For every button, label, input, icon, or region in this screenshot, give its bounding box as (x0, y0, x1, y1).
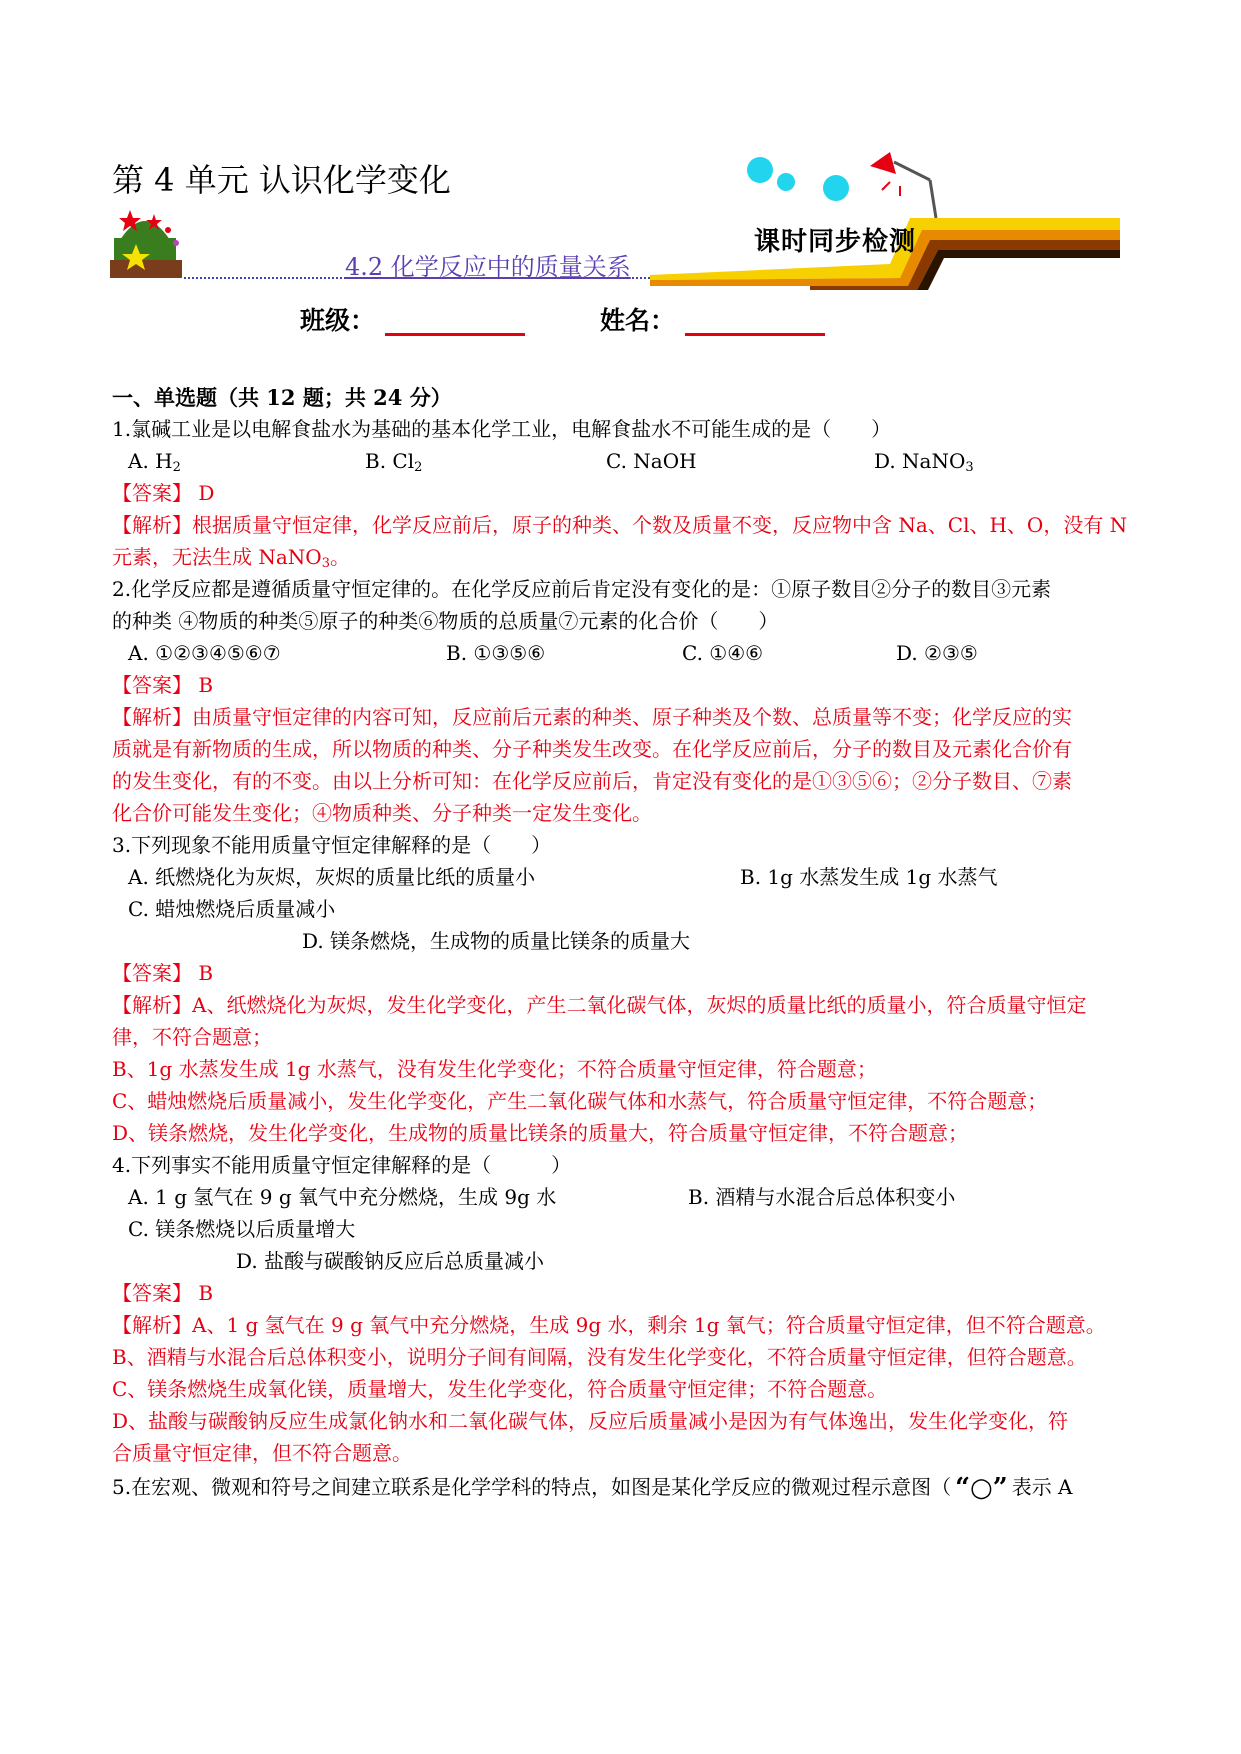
q3-analysis-line-3: B、1g 水蒸发生成 1g 水蒸气，没有发生化学变化；不符合质量守恒定律，符合题意； (112, 1057, 877, 1081)
q4-option-b: B. 酒精与水混合后总体积变小 (688, 1185, 956, 1209)
name-input-line[interactable] (685, 309, 825, 336)
castle-emblem-icon (110, 210, 182, 278)
q2-option-c: C. ①④⑥ (682, 641, 764, 665)
lamp-icon (870, 152, 936, 218)
q1-stem: 1.氯碱工业是以电解食盐水为基础的基本化学工业，电解食盐水不可能生成的是（ ） (112, 417, 892, 441)
q4-option-c: C. 镁条燃烧以后质量增大 (128, 1217, 356, 1241)
q1-analysis-line-1: 【解析】根据质量守恒定律，化学反应前后，原子的种类、个数及质量不变，反应物中含 Na、Cl、H、O，没有 N (112, 513, 1128, 537)
q2-option-a: A. ①②③④⑤⑥⑦ (128, 641, 281, 665)
q2-answer: 【答案】 B (112, 673, 214, 697)
lesson-title: 4.2 化学反应中的质量关系 (345, 253, 631, 281)
q3-analysis-line-1: 【解析】A、纸燃烧化为灰烬，发生化学变化，产生二氧化碳气体，灰烬的质量比纸的质量小，符合质量守恒定 (112, 993, 1087, 1017)
q4-answer: 【答案】 B (112, 1281, 214, 1305)
q3-option-d: D. 镁条燃烧，生成物的质量比镁条的质量大 (302, 929, 691, 953)
name-label: 姓名： (600, 306, 676, 335)
q4-analysis-line-1: 【解析】A、1 g 氢气在 9 g 氧气中充分燃烧，生成 9g 水，剩余 1g 氧气；符合质量守恒定律，但不符合题意。 (112, 1313, 1106, 1337)
banner-text: 课时同步检测 (754, 227, 917, 257)
q4-option-a: A. 1 g 氢气在 9 g 氧气中充分燃烧，生成 9g 水 (128, 1185, 557, 1209)
q4-analysis-line-5: 合质量守恒定律，但不符合题意。 (112, 1441, 412, 1465)
q3-analysis-line-5: D、镁条燃烧，发生化学变化，生成物的质量比镁条的质量大，符合质量守恒定律，不符合题意； (112, 1121, 969, 1145)
q3-analysis-line-4: C、蜡烛燃烧后质量减小，发生化学变化，产生二氧化碳气体和水蒸气，符合质量守恒定律，不符合题意； (112, 1089, 1048, 1113)
q3-analysis-line-2: 律，不符合题意； (112, 1025, 272, 1049)
name-field (600, 305, 825, 337)
q3-option-a: A. 纸燃烧化为灰烬，灰烬的质量比纸的质量小 (128, 865, 536, 889)
q3-answer: 【答案】 B (112, 961, 214, 985)
q4-analysis-line-2: B、酒精与水混合后总体积变小，说明分子间有间隔，没有发生化学变化，不符合质量守恒定律，但符合题意。 (112, 1345, 1087, 1369)
class-label: 班级： (300, 306, 376, 335)
q4-analysis-line-3: C、镁条燃烧生成氧化镁，质量增大，发生化学变化，符合质量守恒定律；不符合题意。 (112, 1377, 888, 1401)
q1-option-c: C. NaOH (606, 449, 697, 473)
q2-stem-line-1: 2.化学反应都是遵循质量守恒定律的。在化学反应前后肯定没有变化的是：①原子数目②分子的数目③元素 (112, 577, 1052, 601)
class-input-line[interactable] (385, 309, 525, 336)
q5-stem-text: 5.在宏观、微观和符号之间建立联系是化学学科的特点，如图是某化学反应的微观过程示意图（ (112, 1475, 952, 1499)
q2-analysis-line-4: 化合价可能发生变化；④物质种类、分子种类一定发生变化。 (112, 801, 652, 825)
q4-option-d: D. 盐酸与碳酸钠反应后总质量减小 (236, 1249, 545, 1273)
q3-option-b: B. 1g 水蒸发生成 1g 水蒸气 (740, 865, 998, 889)
q1-option-b: B. $Cl_2$ (365, 449, 423, 475)
q3-option-c: C. 蜡烛燃烧后质量减小 (128, 897, 336, 921)
q2-analysis-line-3: 的发生变化，有的不变。由以上分析可知：在化学反应前后，肯定没有变化的是①③⑤⑥；②分子数目、⑦素 (112, 769, 1072, 793)
q1-option-a: A. $H_2$ (128, 449, 181, 475)
q2-analysis-line-2: 质就是有新物质的生成，所以物质的种类、分子种类发生改变。在化学反应前后，分子的数目及元素化合价有 (112, 737, 1072, 761)
q1-option-d: D. NaNO$_3$ (874, 449, 974, 475)
section-heading: 一、单选题（共 12 题；共 24 分） (112, 385, 452, 410)
q1-answer: 【答案】 D (112, 481, 215, 505)
q5-stem-tail: 表示 A (1011, 1475, 1073, 1499)
q4-analysis-line-4: D、盐酸与碳酸钠反应生成氯化钠水和二氧化碳气体，反应后质量减小是因为有气体逸出，发生化学变化，符 (112, 1409, 1069, 1433)
class-field (300, 305, 525, 337)
q2-option-b: B. ①③⑤⑥ (446, 641, 546, 665)
atom-circle-icon: “○” (955, 1473, 1008, 1503)
q4-stem: 4.下列事实不能用质量守恒定律解释的是（ ） (112, 1153, 572, 1177)
q2-option-d: D. ②③⑤ (896, 641, 978, 665)
q2-analysis-line-1: 【解析】由质量守恒定律的内容可知，反应前后元素的种类、原子种类及个数、总质量等不变；化学反应的实 (112, 705, 1072, 729)
q3-stem: 3.下列现象不能用质量守恒定律解释的是（ ） (112, 833, 552, 857)
q1-analysis-line-2: 元素，无法生成 NaNO$_3$。 (112, 545, 350, 571)
unit-title: 第 4 单元 认识化学变化 (112, 161, 451, 199)
q5-stem (112, 1472, 1073, 1503)
q2-stem-line-2: 的种类 ④物质的种类⑤原子的种类⑥物质的总质量⑦元素的化合价（ ） (112, 609, 779, 633)
